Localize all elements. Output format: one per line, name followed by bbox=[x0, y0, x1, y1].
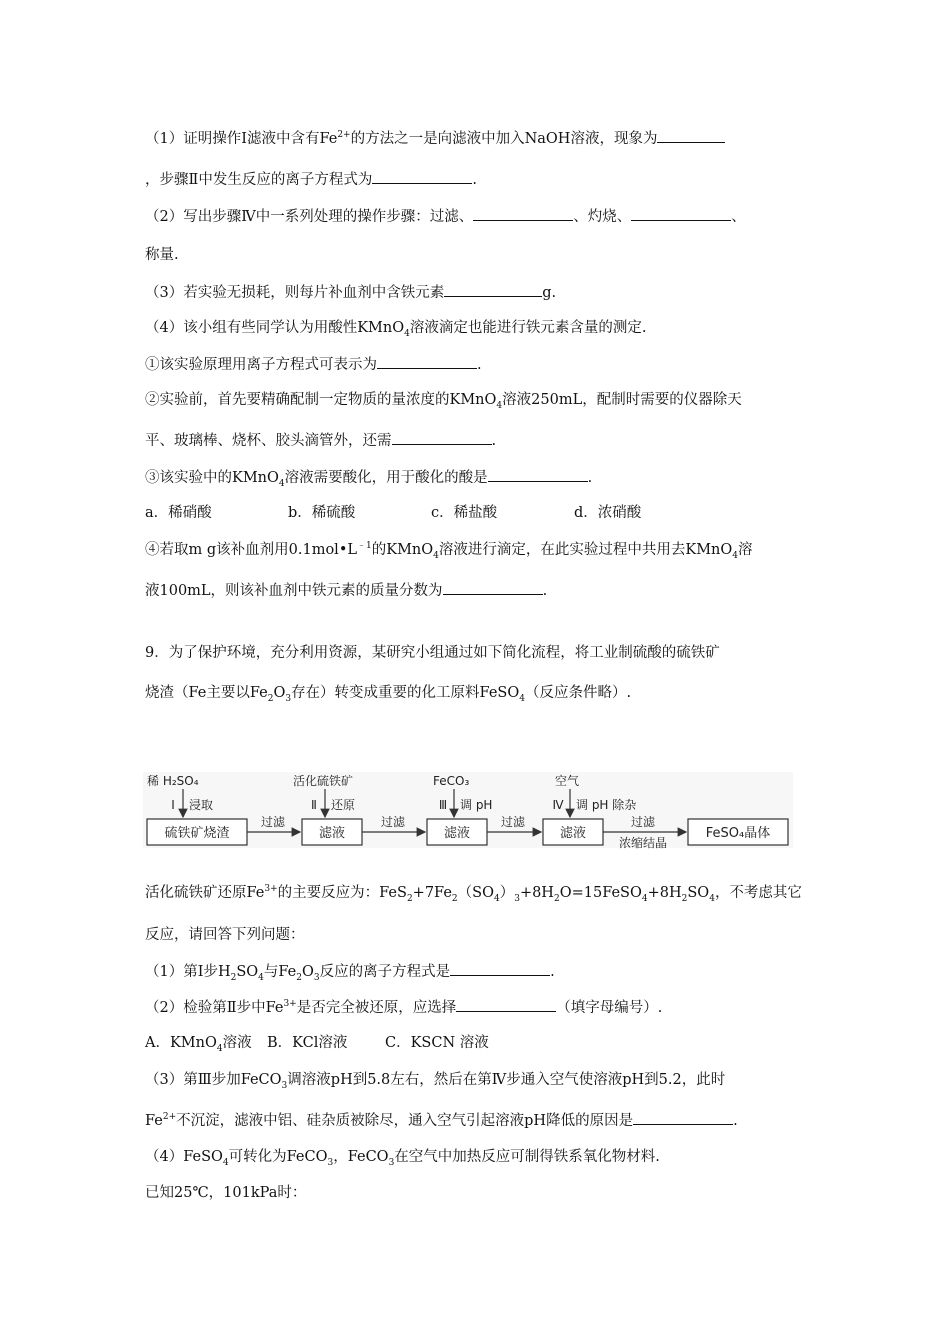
arrow-1-label: 过滤 bbox=[260, 815, 286, 829]
q9-main-reaction-line2: 反应，请回答下列问题： bbox=[145, 927, 305, 943]
option-C[interactable]: C．KSCN 溶液 bbox=[385, 1035, 489, 1051]
arrow-2-label: 过滤 bbox=[380, 815, 406, 829]
answer-blank[interactable] bbox=[473, 206, 573, 221]
q8-options bbox=[145, 503, 641, 523]
q8-part2-line2: 称量. bbox=[145, 247, 179, 263]
q9-intro-line2: 烧渣（Fe主要以$Fe_2O_3$存在）转变成重要的化工原料FeSO$_4$（反应条件略）. bbox=[145, 685, 632, 704]
answer-blank[interactable] bbox=[372, 169, 472, 184]
step1-number: Ⅰ bbox=[171, 798, 175, 812]
q8-part1-line1: （1）证明操作Ⅰ滤液中含有$Fe^{2+}$的方法之一是向滤液中加入NaOH溶液，现象为 bbox=[145, 128, 725, 149]
option-B[interactable]: B．KCl溶液 bbox=[267, 1035, 348, 1051]
q9-question1: （1）第Ⅰ步$H_2SO_4$与$Fe_2O_3$反应的离子方程式是 . bbox=[145, 961, 555, 982]
answer-blank[interactable] bbox=[456, 997, 556, 1012]
box-product-label: FeSO₄晶体 bbox=[705, 826, 771, 841]
q8-part4: （4）该小组有些同学认为用酸性KMnO$_4$溶液滴定也能进行铁元素含量的测定. bbox=[145, 320, 647, 339]
box-filtrate-3-label: 滤液 bbox=[559, 826, 587, 841]
q9-intro-line1: 9．为了保护环境，充分利用资源，某研究小组通过如下简化流程，将工业制硫酸的硫铁矿 bbox=[145, 645, 720, 661]
answer-blank[interactable] bbox=[657, 128, 725, 143]
step2-operation: 还原 bbox=[331, 798, 356, 812]
q8-sub4-line1: ④若取m g该补血剂用$0.1mol•L^{﹣1}$的KMnO$_4$溶液进行滴定，在此实验过程中共用去KMnO$_4$溶 bbox=[145, 541, 753, 561]
answer-blank[interactable] bbox=[631, 206, 731, 221]
arrow-4-label-bottom: 浓缩结晶 bbox=[618, 836, 668, 850]
q8-part2-line1: （2）写出步骤Ⅳ中一系列处理的操作步骤：过滤、 、灼烧、 、 bbox=[145, 206, 746, 227]
process-flowchart bbox=[143, 769, 793, 851]
q8-part3: （3）若实验无损耗，则每片补血剂中含铁元素 g. bbox=[145, 282, 556, 303]
q8-sub1: ①该实验原理用离子方程式可表示为 . bbox=[145, 354, 482, 375]
q9-question4-condition: 已知25℃，101kPa时： bbox=[145, 1185, 307, 1201]
answer-blank[interactable] bbox=[392, 430, 492, 445]
option-c[interactable]: c．稀盐酸 bbox=[431, 505, 498, 521]
box-filtrate-1-label: 滤液 bbox=[318, 826, 346, 841]
arrow-3-label: 过滤 bbox=[500, 815, 526, 829]
step4-operation: 调 pH 除杂 bbox=[576, 798, 637, 812]
step2-reagent: 活化硫铁矿 bbox=[293, 774, 354, 788]
step3-operation: 调 pH bbox=[460, 798, 493, 812]
q8-sub3: ③该实验中的KMnO$_4$溶液需要酸化，用于酸化的酸是 . bbox=[145, 467, 592, 488]
answer-blank[interactable] bbox=[488, 467, 588, 482]
q8-sub2-line1: ②实验前，首先要精确配制一定物质的量浓度的KMnO$_4$溶液250mL，配制时需要的仪器除天 bbox=[145, 392, 742, 411]
option-b[interactable]: b．稀硫酸 bbox=[288, 505, 356, 521]
arrow-4-label-top: 过滤 bbox=[630, 815, 656, 829]
option-d[interactable]: d．浓硝酸 bbox=[574, 505, 642, 521]
step3-reagent: FeCO₃ bbox=[433, 774, 470, 788]
box-filtrate-2-label: 滤液 bbox=[443, 826, 471, 841]
answer-blank[interactable] bbox=[443, 580, 543, 595]
step2-number: Ⅱ bbox=[311, 798, 317, 812]
q9-question4: （4）FeSO$_4$可转化为FeCO$_3$，FeCO$_3$在空气中加热反应可制得铁系氧化物材料. bbox=[145, 1149, 660, 1168]
q9-question3-line2: $Fe^{2+}$不沉淀，滤液中铝、硅杂质被除尽，通入空气引起溶液pH降低的原因是 . bbox=[145, 1110, 738, 1131]
q8-sub2-line2: 平、玻璃棒、烧杯、胶头滴管外，还需 . bbox=[145, 430, 496, 451]
step4-reagent: 空气 bbox=[555, 774, 580, 788]
q9-question3-line1: （3）第Ⅲ步加FeCO$_3$调溶液pH到5.8左右，然后在第Ⅳ步通入空气使溶液pH到5.2，此时 bbox=[145, 1072, 726, 1091]
option-a[interactable]: a．稀硝酸 bbox=[145, 505, 212, 521]
step1-operation: 浸取 bbox=[189, 798, 214, 812]
q9-question2-options bbox=[145, 1033, 489, 1053]
answer-blank[interactable] bbox=[633, 1110, 733, 1125]
answer-blank[interactable] bbox=[377, 354, 477, 369]
q9-question2: （2）检验第Ⅱ步中$Fe^{3+}$是否完全被还原，应选择 （填字母编号）. bbox=[145, 997, 662, 1018]
step3-number: Ⅲ bbox=[438, 798, 448, 812]
step1-reagent: 稀 H₂SO₄ bbox=[147, 774, 199, 788]
answer-blank[interactable] bbox=[444, 282, 542, 297]
option-A[interactable]: A．KMnO$_4$溶液 bbox=[145, 1035, 252, 1054]
box-slag-label: 硫铁矿烧渣 bbox=[164, 826, 230, 841]
q8-sub4-line2: 液100mL，则该补血剂中铁元素的质量分数为 . bbox=[145, 580, 547, 601]
q8-part1-line2: ，步骤Ⅱ中发生反应的离子方程式为 . bbox=[145, 169, 477, 190]
step4-number: Ⅳ bbox=[552, 798, 564, 812]
q9-main-reaction-line1: 活化硫铁矿还原$Fe^{3+}$的主要反应为：$FeS_2+7Fe_2(SO_4)_3+8H_2O=15FeSO_4+8H_2SO_4$，不考虑其它 bbox=[145, 884, 802, 904]
answer-blank[interactable] bbox=[450, 961, 550, 976]
